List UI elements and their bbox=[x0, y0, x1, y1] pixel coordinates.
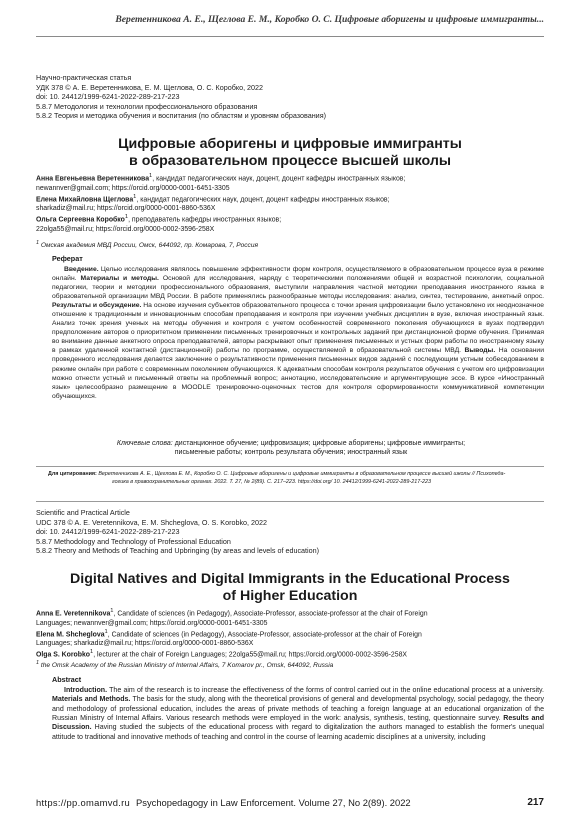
en-abstract-paragraph bbox=[52, 686, 544, 742]
en-author-2-contact: Languages; sharkadiz@mail.ru; https://orcid.org/0000-0001-8860-536X bbox=[36, 640, 254, 648]
ru-keywords-line-2: письменные работы; контроль результата обучения; иностранный язык bbox=[174, 449, 408, 457]
ru-abstract-paragraph bbox=[52, 265, 544, 401]
ru-author-3-name: Ольга Сергеевна Коробко bbox=[36, 216, 125, 224]
en-specialty-2: 5.8.2 Theory and Methods of Teaching and Upbringing (by areas and levels of education) bbox=[36, 546, 320, 556]
ru-author-2-name: Елена Михайловна Щеглова bbox=[36, 196, 134, 203]
en-abstract-heading: Abstract bbox=[52, 675, 82, 684]
en-results-text: Having studied the subjects of the educational process with regard to digitalization the authors managed to establish the former's unequal attitude to traditional and innovative methods of teaching and control in the course of learning academic disciplines at a university, including bbox=[52, 724, 544, 741]
en-author-1 bbox=[36, 607, 546, 619]
citation-text-2: гогика в правоохранительных органах. 2022. Т. 27, № 2(89). С. 217–223. https://doi.org/ 10. 24412/1999-6241-2022-289-217-223 bbox=[112, 479, 431, 485]
en-title-line-1: Digital Natives and Digital Immigrants in the Educational Process bbox=[70, 571, 510, 587]
en-methods-text: The basis for the study, along with the theoretical provisions of general and developmental psychology, social pedagogy, the theory and methodology of professional education, includes the areas of private methods of teaching a foreign language at an educational organization of the Russian Ministry of Internal Affairs. Various research methods were employed in the work: analysis, synthesis, testing, questionnaire survey. bbox=[52, 696, 544, 723]
en-author-3 bbox=[36, 648, 546, 660]
ru-keywords bbox=[36, 439, 546, 457]
en-abstract-body bbox=[52, 686, 544, 788]
ru-author-2-contact: sharkadiz@mail.ru; https://orcid.org/0000-0001-8860-536X bbox=[36, 205, 216, 213]
en-affiliation bbox=[36, 660, 546, 669]
page-number: 217 bbox=[527, 797, 544, 808]
running-header bbox=[36, 4, 544, 44]
ru-article-title bbox=[36, 136, 544, 169]
citation-line-2 bbox=[48, 478, 540, 486]
en-author-3-sup: 1 bbox=[89, 649, 94, 656]
en-results-label: Results and Discussion. bbox=[52, 715, 544, 732]
en-udc: UDC 378 © A. E. Veretennikova, E. M. Shcheglova, O. S. Korobko, 2022 bbox=[36, 517, 268, 527]
en-author-1-sup: 1 bbox=[110, 608, 114, 614]
ru-specialty-2: 5.8.2 Теория и методика обучения и воспитания (по областям и уровням образования) bbox=[36, 111, 326, 121]
ru-specialty-1: 5.8.7 Методология и технологии профессионального образования bbox=[36, 101, 258, 111]
ru-author-3-position: , преподаватель кафедры иностранных языков; bbox=[128, 216, 282, 224]
ru-keywords-label: Ключевые слова: bbox=[116, 440, 173, 447]
en-author-3-name: Olga S. Korobko bbox=[36, 651, 90, 659]
ru-abstract-heading: Реферат bbox=[52, 254, 83, 263]
en-methods-label: Materials and Methods. bbox=[52, 696, 131, 704]
ru-affiliation-text: Омская академия МВД России, Омск, 644092, пр. Комарова, 7, Россия bbox=[39, 242, 259, 250]
ru-author-3-sup: 1 bbox=[124, 214, 129, 221]
header-rule bbox=[36, 36, 544, 37]
en-author-1-position: , Candidate of sciences (in Pedagogy), Associate-Professor, associate-professor at the chair of Foreign bbox=[113, 610, 428, 618]
journal-name: Psychopedagogy in Law Enforcement. Volume 27, No 2(89). 2022 bbox=[136, 797, 411, 808]
en-author-2-position: , Candidate of sciences (in Pedagogy), Associate-Professor, associate-professor at the chair of Foreign bbox=[107, 631, 422, 638]
citation-text-1: Веретенникова А. Е., Щеглова Е. М., Коробко О. С. Цифровые аборигены и цифровые иммигранты в образовательном процессе высшей школы // Психопеда- bbox=[96, 471, 506, 477]
ru-results-text: На основе изучения субъектов образовательного процесса с точки зрения цифровизации было установлено их неоднозначное отношение к традиционным и инновационным способам преподавания и контроля при изучении учебных дисциплин в вузе, включая иностранный язык. Анализ точек зрения ученых на методы обучения и контроля с учетом особенностей современного поколения обучающихся в вузах подтвердил предположение авторов о приоритетном применении письменных тренировочных и контрольных заданий при дистанционной форме обучения. Принимая во внимание данные анкетного опроса преподавателей, авторы раскрывают опыт применения письменных и устных форм работы по иностранному языку в рамках удаленной контактной (дистанционной) работы по программе, осуществляемой в образовательной системы МВД. bbox=[52, 302, 544, 355]
ru-methods-label: Материалы и методы. bbox=[76, 275, 159, 283]
ru-author-3 bbox=[36, 213, 546, 225]
ru-author-2-sup: 1 bbox=[133, 193, 137, 200]
en-affiliation-text: the Omsk Academy of the Russian Ministry of Internal Affairs, 7 Komarov pr., Omsk, 644092, Russia bbox=[39, 662, 334, 670]
ru-title-line-1: Цифровые аборигены и цифровые иммигранты bbox=[118, 136, 462, 152]
en-article-type: Scientific and Practical Article bbox=[36, 508, 130, 517]
citation-box bbox=[36, 466, 544, 502]
ru-author-2-position: , кандидат педагогических наук, доцент, доцент кафедры иностранных языков; bbox=[136, 196, 390, 203]
en-article-meta bbox=[36, 508, 546, 556]
ru-article-meta bbox=[36, 73, 546, 121]
citation-label: Для цитирования: bbox=[48, 471, 97, 477]
ru-doi: doi: 10. 24412/1999-6241-2022-289-217-223 bbox=[36, 92, 180, 102]
running-head-text: Веретенникова А. Е., Щеглова Е. М., Коробко О. С. Цифровые аборигены и цифровые иммигранты... bbox=[115, 14, 544, 25]
ru-affiliation bbox=[36, 240, 546, 249]
ru-title-line-2: в образовательном процессе высшей школы bbox=[129, 152, 451, 169]
ru-article-type: Научно-практическая статья bbox=[36, 73, 132, 82]
ru-abstract-body bbox=[52, 265, 544, 401]
ru-author-2 bbox=[36, 193, 546, 205]
en-author-2 bbox=[36, 628, 546, 640]
en-author-2-sup: 1 bbox=[104, 628, 108, 635]
ru-methods-text: Основой для исследования, наряду с теоретическими положениями общей и возрастной психологии, социальной педагогики, теории и методики профессионального образования, выступили направления частной методики преподавания иностранного языка в образовательной организации МВД России. В работе применялись разнообразные методы исследования: анализ, синтез, тестирование, анкетный опрос. bbox=[52, 275, 545, 301]
ru-udc: УДК 378 © А. Е. Веретенникова, Е. М. Щеглова, О. С. Коробко, 2022 bbox=[36, 82, 264, 92]
en-specialty-1: 5.8.7 Methodology and Technology of Professional Education bbox=[36, 536, 231, 546]
citation-text bbox=[48, 470, 540, 486]
en-doi: doi: 10. 24412/1999-6241-2022-289-217-223 bbox=[36, 527, 180, 537]
en-author-2-name: Elena M. Shcheglova bbox=[36, 631, 105, 638]
ru-keywords-text-1: дистанционное обучение; цифровизация; цифровые аборигены; цифровые иммигранты; bbox=[172, 440, 466, 447]
en-author-1-contact: Languages; newannver@gmail.com; https://orcid.org/0000-0001-6451-3305 bbox=[36, 619, 268, 627]
ru-affiliation-sup: 1 bbox=[36, 240, 40, 246]
ru-conclusions-text: На основании проведенного исследования делается заключение о результативности применения письменных видов заданий с последующим устным собеседованием в режиме онлайн при работе с современным поколением обучающихся. К адекватным способам контроля результатов обучения с учетом его цифровизации можно отнести устный и письменный ответы на проблемный вопрос; аннотацию, исследовательские и аргументирующие эссе. В курсе «Иностранный язык» целесообразно размещение в MOODLE тренировочно-оценочных тестов для контроля сформированности коммуникативной компетенции обучающихся. bbox=[52, 347, 544, 400]
page-footer bbox=[36, 797, 544, 813]
en-author-1-name: Anna E. Veretennikova bbox=[36, 610, 111, 618]
ru-author-1-contact: newannver@gmail.com; https://orcid.org/0000-0001-6451-3305 bbox=[36, 184, 230, 192]
ru-author-1-name: Анна Евгеньевна Веретенникова bbox=[36, 175, 150, 183]
ru-author-1 bbox=[36, 172, 546, 184]
ru-intro-label: Введение. bbox=[64, 266, 99, 273]
en-affiliation-sup: 1 bbox=[36, 660, 40, 666]
ru-keywords-line-1 bbox=[36, 439, 546, 448]
en-authors bbox=[36, 607, 546, 660]
en-article-title bbox=[36, 571, 544, 604]
ru-authors bbox=[36, 172, 546, 234]
ru-intro-text: Целью исследования являлось повышение эффективности форм контроля, осуществляемого в образовательном процессе вуза в режиме онлайн. bbox=[52, 266, 544, 283]
en-intro-label: Introduction. bbox=[64, 687, 108, 694]
en-intro-text: The aim of the research is to increase the effectiveness of the forms of control carried out in the online educational process at a university. bbox=[107, 687, 544, 694]
ru-author-3-contact: 22olga55@mail.ru; https://orcid.org/0000-0002-3596-258X bbox=[36, 225, 215, 233]
journal-url-link[interactable]: https://pp.omamvd.ru bbox=[36, 797, 131, 808]
ru-author-1-position: , кандидат педагогических наук, доцент, доцент кафедры иностранных языков; bbox=[152, 175, 406, 183]
ru-results-label: Результаты и обсуждение. bbox=[52, 302, 142, 310]
en-title-line-2: of Higher Education bbox=[222, 587, 358, 604]
en-author-3-position: , lecturer at the chair of Foreign Languages; 22olga55@mail.ru; https://orcid.org/0000-0002-3596-258X bbox=[93, 651, 408, 659]
ru-author-1-sup: 1 bbox=[149, 173, 153, 179]
ru-conclusions-label: Выводы. bbox=[461, 347, 496, 355]
citation-line-1 bbox=[48, 470, 540, 478]
